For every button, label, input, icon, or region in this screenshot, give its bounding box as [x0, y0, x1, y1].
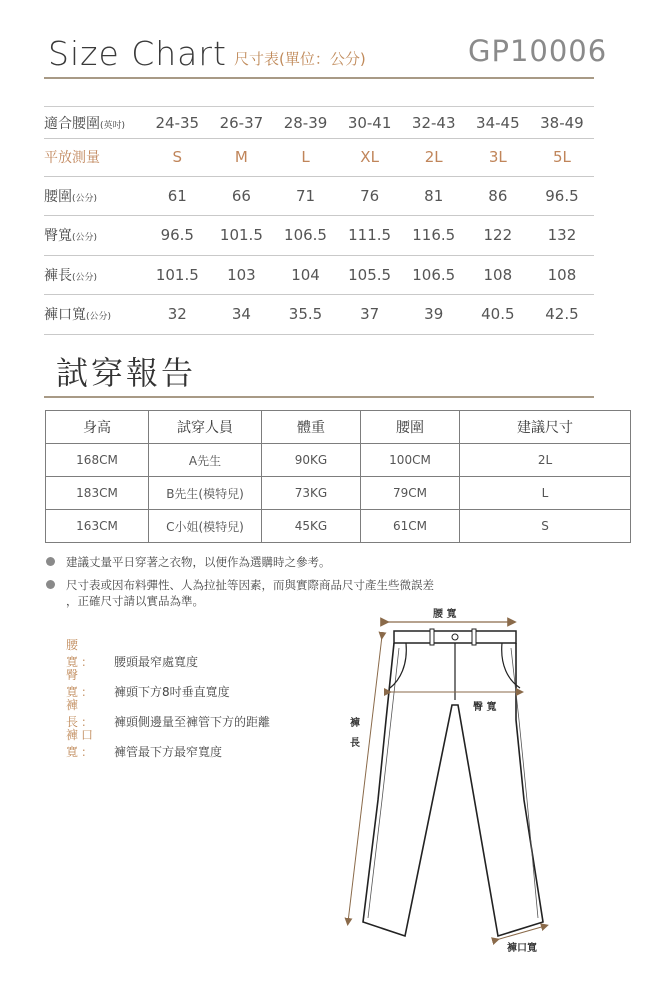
size-cell: 116.5	[412, 226, 456, 244]
size-cell: 132	[547, 226, 577, 244]
size-cell: 28-39	[283, 114, 328, 132]
chart-subtitle: 尺寸表(單位：公分)	[234, 50, 366, 68]
size-cell: 30-41	[347, 114, 392, 132]
size-cell: 106.5	[412, 265, 456, 284]
fit-cell: 183CM	[46, 477, 149, 510]
note-2: 尺寸表或因布料彈性、人為拉扯等因素，而與實際商品尺寸產生些微誤差	[66, 578, 434, 592]
size-cell: 38-49	[540, 114, 584, 132]
fit-cell: 90KG	[262, 444, 361, 477]
size-cell: 106.5	[284, 226, 327, 244]
fit-cell: 79CM	[361, 477, 460, 510]
size-cell: 66	[231, 186, 251, 205]
size-row-label	[44, 304, 145, 324]
size-cell: 39	[424, 305, 444, 323]
waist-label: 腰 寬	[433, 609, 457, 620]
size-cell: 86	[488, 186, 508, 205]
fit-cell: 61CM	[361, 510, 460, 543]
definition-waist	[66, 636, 198, 670]
fit-header-row	[46, 411, 631, 444]
size-row-label-text: 褲口寬	[44, 307, 86, 323]
belt-loop	[430, 629, 434, 645]
note-1: 建議丈量平日穿著之衣物，以便作為選購時之參考。	[66, 555, 331, 569]
size-cell: 108	[483, 265, 513, 284]
table-row	[46, 477, 631, 510]
size-row-label-text: 臀寬	[44, 228, 72, 244]
size-cell: 111.5	[348, 226, 392, 244]
length-arrow	[348, 636, 382, 922]
hip-label: 臀 寬	[473, 702, 497, 713]
size-cell: S	[172, 148, 183, 166]
table-row	[44, 255, 594, 295]
definition-hip	[66, 666, 230, 700]
table-row	[44, 176, 594, 216]
size-cell: 71	[295, 186, 316, 205]
button-icon	[452, 634, 458, 640]
side-seam-right	[511, 648, 538, 918]
product-code: GP10006	[468, 34, 608, 68]
size-row-unit: (公分)	[86, 312, 112, 322]
fit-report-divider	[44, 396, 594, 398]
size-cell: 76	[360, 186, 380, 205]
chart-title: Size Chart	[48, 34, 227, 73]
pants-measurement-diagram	[330, 600, 570, 960]
size-cell: 105.5	[348, 265, 392, 284]
fit-header-suggested-size: 建議尺寸	[460, 411, 631, 444]
size-table-top-line	[44, 106, 594, 107]
size-cell: 34	[231, 305, 251, 323]
definition-hem	[66, 726, 222, 760]
header-divider	[44, 77, 594, 79]
size-cell: 96.5	[160, 226, 194, 244]
size-row-label	[44, 113, 145, 133]
size-cell: 101.5	[219, 226, 263, 244]
size-cell: 32-43	[411, 114, 456, 132]
size-cell: 103	[227, 265, 256, 284]
definition-length	[66, 696, 270, 730]
size-cell: 37	[360, 305, 380, 323]
size-cell: 34-45	[476, 114, 520, 132]
length-label-1: 褲	[350, 718, 360, 729]
definition-text: 褲頭側邊量至褲管下方的距離	[114, 715, 271, 729]
table-row	[46, 510, 631, 543]
size-row-label-text: 適合腰圍	[44, 116, 100, 132]
fit-cell: B先生(模特兒)	[149, 477, 262, 510]
hem-label: 褲口寬	[507, 943, 537, 954]
table-row	[46, 444, 631, 477]
size-cell: 35.5	[288, 305, 323, 323]
fit-cell: C小姐(模特兒)	[149, 510, 262, 543]
definition-text: 褲管最下方最窄寬度	[114, 745, 223, 759]
bullet-icon	[46, 557, 55, 566]
fit-cell: 45KG	[262, 510, 361, 543]
table-row	[44, 108, 594, 139]
size-cell: 42.5	[545, 305, 579, 323]
fit-report-table	[45, 410, 631, 543]
size-row-unit: (公分)	[72, 233, 98, 243]
size-row-unit: (英吋)	[100, 121, 126, 131]
size-cell: 104	[291, 265, 320, 284]
size-cell: 40.5	[481, 305, 515, 323]
fit-cell: A先生	[149, 444, 262, 477]
hem-arrow	[496, 926, 545, 940]
table-row	[44, 215, 594, 256]
size-cell: 24-35	[155, 114, 200, 132]
size-cell: 5L	[552, 148, 571, 166]
size-cell: L	[301, 148, 310, 166]
waistband	[394, 631, 516, 643]
bullet-icon	[46, 580, 55, 589]
size-row-label-text: 褲長	[44, 267, 72, 284]
size-row-unit: (公分)	[72, 193, 98, 204]
size-cell: 3L	[488, 148, 507, 166]
size-row-label	[44, 265, 145, 285]
size-cell: 2L	[424, 148, 443, 166]
fit-cell: L	[460, 477, 631, 510]
definition-key: 褲口寬：	[66, 728, 97, 759]
pants-outline	[363, 643, 543, 936]
size-cell: 101.5	[155, 265, 199, 284]
fit-cell: 100CM	[361, 444, 460, 477]
definition-text: 褲頭下方8吋垂直寬度	[114, 685, 230, 699]
definition-text: 腰頭最窄處寬度	[114, 655, 199, 669]
size-row-label	[44, 225, 145, 245]
table-row	[44, 294, 594, 335]
size-cell: XL	[360, 148, 379, 166]
note-2-continued: ，正確尺寸請以實品為準。	[66, 594, 204, 608]
fit-cell: 168CM	[46, 444, 149, 477]
length-label-2: 長	[350, 738, 360, 749]
fit-header-person: 試穿人員	[149, 411, 262, 444]
fit-cell: 2L	[460, 444, 631, 477]
size-cell: 61	[167, 186, 187, 205]
definition-key: 腰 寬：	[66, 638, 97, 669]
size-cell: 26-37	[219, 114, 264, 132]
table-row	[44, 138, 594, 177]
size-row-label-text: 平放測量	[44, 150, 100, 166]
side-seam-left	[368, 648, 399, 918]
definition-key: 褲 長：	[66, 698, 97, 729]
fit-cell: 73KG	[262, 477, 361, 510]
fit-header-waist: 腰圍	[361, 411, 460, 444]
size-row-unit: (公分)	[72, 272, 98, 283]
size-cell: M	[234, 148, 248, 166]
size-row-label	[44, 186, 145, 206]
size-cell: 108	[547, 265, 577, 284]
fit-report-title: 試穿報告	[56, 354, 197, 392]
size-row-label-text: 腰圍	[44, 188, 72, 205]
belt-loop	[472, 629, 476, 645]
definition-key: 臀 寬：	[66, 668, 97, 699]
fit-header-weight: 體重	[262, 411, 361, 444]
fit-header-height: 身高	[46, 411, 149, 444]
size-cell: 96.5	[545, 186, 579, 205]
size-cell: 81	[424, 186, 444, 205]
size-cell: 122	[483, 226, 513, 244]
size-cell: 32	[167, 305, 187, 323]
size-row-label	[44, 147, 145, 167]
fit-cell: 163CM	[46, 510, 149, 543]
fit-cell: S	[460, 510, 631, 543]
